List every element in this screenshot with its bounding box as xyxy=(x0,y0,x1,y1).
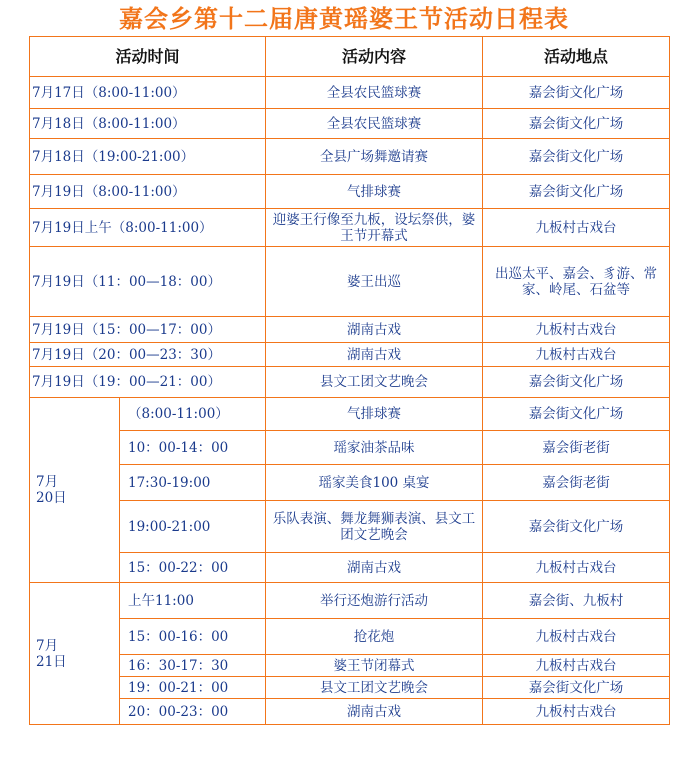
table-row xyxy=(30,583,670,619)
time-cell: 上午11:00 xyxy=(120,583,266,619)
content-cell: 气排球赛 xyxy=(266,398,483,431)
time-cell: 19:00-21:00 xyxy=(120,501,266,553)
table-row xyxy=(30,431,670,465)
content-cell: 迎婆王行像至九板，设坛祭供，婆王节开幕式 xyxy=(266,209,483,247)
table-row xyxy=(30,465,670,501)
location-cell: 嘉会街文化广场 xyxy=(483,77,670,109)
content-cell: 湖南古戏 xyxy=(266,699,483,725)
time-cell: 20：00-23：00 xyxy=(120,699,266,725)
table-row xyxy=(30,139,670,175)
location-cell: 出巡太平、嘉会、豸游、常家、岭尾、石盆等 xyxy=(483,247,670,317)
location-cell: 嘉会街文化广场 xyxy=(483,139,670,175)
table-row xyxy=(30,398,670,431)
time-cell: 7月17日（8:00-11:00） xyxy=(30,77,266,109)
content-cell: 全县广场舞邀请赛 xyxy=(266,139,483,175)
location-cell: 九板村古戏台 xyxy=(483,553,670,583)
content-cell: 全县农民篮球赛 xyxy=(266,77,483,109)
table-row xyxy=(30,655,670,677)
time-cell: 17:30-19:00 xyxy=(120,465,266,501)
content-cell: 湖南古戏 xyxy=(266,553,483,583)
day-20-date: 7月 20日 xyxy=(36,474,67,506)
time-cell: 7月19日（8:00-11:00） xyxy=(30,175,266,209)
header-location: 活动地点 xyxy=(483,37,670,77)
location-cell: 嘉会街文化广场 xyxy=(483,175,670,209)
header-content: 活动内容 xyxy=(266,37,483,77)
time-cell: （8:00-11:00） xyxy=(120,398,266,431)
time-cell: 7月19日上午（8:00-11:00） xyxy=(30,209,266,247)
time-cell: 15：00-16：00 xyxy=(120,619,266,655)
time-cell: 16：30-17：30 xyxy=(120,655,266,677)
time-cell: 19：00-21：00 xyxy=(120,677,266,699)
content-cell: 县文工团文艺晚会 xyxy=(266,367,483,398)
location-cell: 嘉会街老街 xyxy=(483,431,670,465)
table-row xyxy=(30,343,670,367)
content-cell: 婆王节闭幕式 xyxy=(266,655,483,677)
table-header-row xyxy=(30,37,670,77)
location-cell: 九板村古戏台 xyxy=(483,699,670,725)
table-row xyxy=(30,209,670,247)
content-cell: 乐队表演、舞龙舞狮表演、县文工团文艺晚会 xyxy=(266,501,483,553)
table-row xyxy=(30,501,670,553)
location-cell: 九板村古戏台 xyxy=(483,343,670,367)
day-20-date-cell xyxy=(30,398,120,583)
location-cell: 嘉会街文化广场 xyxy=(483,398,670,431)
location-cell: 嘉会街、九板村 xyxy=(483,583,670,619)
location-cell: 九板村古戏台 xyxy=(483,619,670,655)
time-cell: 7月18日（19:00-21:00） xyxy=(30,139,266,175)
table-row xyxy=(30,317,670,343)
location-cell: 嘉会街文化广场 xyxy=(483,109,670,139)
content-cell: 县文工团文艺晚会 xyxy=(266,677,483,699)
table-row xyxy=(30,109,670,139)
location-cell: 嘉会街文化广场 xyxy=(483,501,670,553)
day-21-date-cell xyxy=(30,583,120,725)
location-cell: 九板村古戏台 xyxy=(483,209,670,247)
time-cell: 7月18日（8:00-11:00） xyxy=(30,109,266,139)
table-row xyxy=(30,677,670,699)
location-cell: 嘉会街文化广场 xyxy=(483,677,670,699)
table-row xyxy=(30,175,670,209)
location-cell: 九板村古戏台 xyxy=(483,655,670,677)
time-cell: 7月19日（11：00—18：00） xyxy=(30,247,266,317)
table-row xyxy=(30,553,670,583)
day-21-date: 7月 21日 xyxy=(36,637,67,670)
content-cell: 瑶家油茶品味 xyxy=(266,431,483,465)
location-cell: 九板村古戏台 xyxy=(483,317,670,343)
table-row xyxy=(30,619,670,655)
table-row xyxy=(30,699,670,725)
content-cell: 瑶家美食100 桌宴 xyxy=(266,465,483,501)
content-cell: 湖南古戏 xyxy=(266,317,483,343)
table-row xyxy=(30,247,670,317)
location-cell: 嘉会街老街 xyxy=(483,465,670,501)
time-cell: 15：00-22：00 xyxy=(120,553,266,583)
table-row xyxy=(30,77,670,109)
page-title: 嘉会乡第十二届唐黄瑶婆王节活动日程表 xyxy=(119,5,569,33)
content-cell: 举行还炮游行活动 xyxy=(266,583,483,619)
time-cell: 10：00-14：00 xyxy=(120,431,266,465)
time-cell: 7月19日（20：00—23：30） xyxy=(30,343,266,367)
content-cell: 湖南古戏 xyxy=(266,343,483,367)
content-cell: 婆王出巡 xyxy=(266,247,483,317)
schedule-table xyxy=(29,36,670,725)
content-cell: 全县农民篮球赛 xyxy=(266,109,483,139)
header-time: 活动时间 xyxy=(30,37,266,77)
time-cell: 7月19日（19：00—21：00） xyxy=(30,367,266,398)
time-cell: 7月19日（15：00—17：00） xyxy=(30,317,266,343)
content-cell: 抢花炮 xyxy=(266,619,483,655)
table-row xyxy=(30,367,670,398)
location-cell: 嘉会街文化广场 xyxy=(483,367,670,398)
content-cell: 气排球赛 xyxy=(266,175,483,209)
